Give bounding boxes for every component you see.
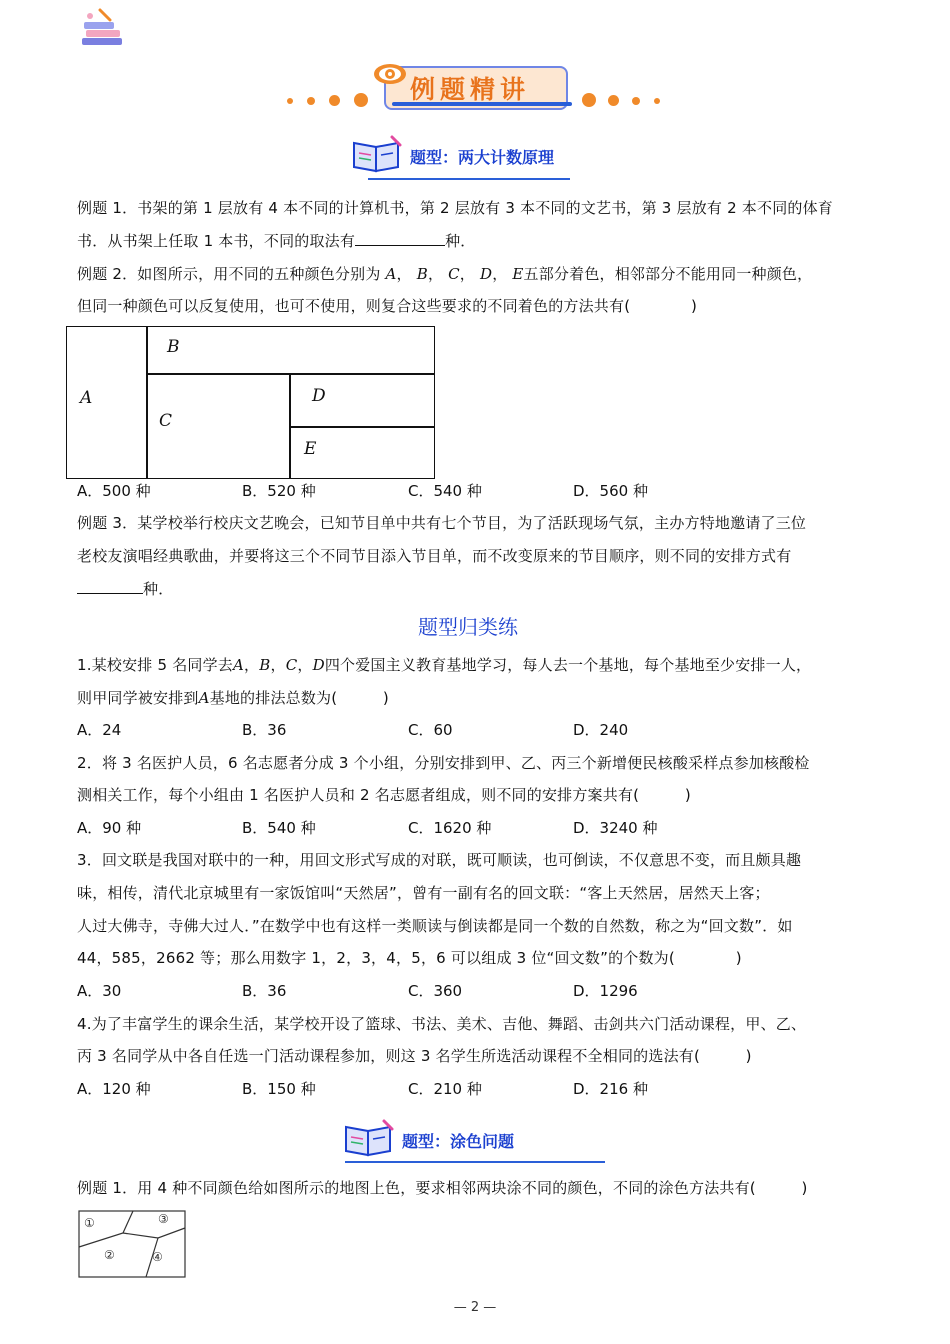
question-3-line-2: 味，相传，清代北京城里有一家饭馆叫“天然居”，曾有一副有名的回文联：“客上天然居，居然天上客； [77,884,770,902]
banner-dot [608,95,619,106]
example-3-line-2: 老校友演唱经典歌曲，并要将这三个不同节目添入节目单，而不改变原来的节目顺序，则不同的安排方式有 [77,547,792,565]
option-c[interactable]: C．210 种 [408,1080,482,1098]
banner-dot [329,95,340,106]
question-2-line-2: 测相关工作，每个小组由 1 名医护人员和 2 名志愿者组成，则不同的安排方案共有( ) [77,786,691,804]
map-label-1: ① [84,1216,95,1230]
example-1-line-1: 例题 1．书架的第 1 层放有 4 本不同的计算机书，第 2 层放有 3 本不同的文艺书，第 3 层放有 2 本不同的体育 [77,199,833,217]
map-label-4: ④ [152,1250,163,1264]
question-3-line-3: 人过大佛寺，寺佛大过人．”在数学中也有这样一类顺读与倒读都是同一个数的自然数，称之为“回文数”．如 [77,917,793,935]
label-c: C [159,411,173,431]
eye-icon [372,60,408,88]
books-logo-icon [78,8,130,50]
option-a[interactable]: A．90 种 [77,819,142,837]
open-book-icon [350,133,404,175]
open-book-icon [342,1117,396,1159]
page-number: — 2 — [453,1300,497,1315]
practice-title: 题型归类练 [418,615,518,639]
option-d[interactable]: D．3240 种 [573,819,658,837]
var-d: D [479,265,493,283]
var-c: C [448,265,460,283]
example-1-text-a: 书．从书架上任取 1 本书，不同的取法有 [77,232,356,250]
option-d[interactable]: D．1296 [573,982,638,1000]
example-3-line-3: 种． [77,579,173,599]
label-a: A [80,388,93,408]
option-d[interactable]: D．240 [573,721,629,739]
banner-dot [654,98,660,104]
region-d [289,373,435,428]
option-b[interactable]: B．36 [242,721,287,739]
region-a [66,326,148,479]
example-1-text-b: 种． [445,232,476,250]
example-2-line-1: 例题 2．如图所示，用不同的五种颜色分别为 A， B， C， D， E五部分着色，相邻部分不能用同一种颜色， [77,265,813,283]
var-a: A [385,265,397,283]
banner-dot [632,97,640,105]
question-4-line-2: 丙 3 名同学从中各自任选一门活动课程参加，则这 3 名学生所选活动课程不全相同的选法有( ) [77,1047,752,1065]
answer-blank[interactable] [355,231,445,246]
question-1-line-1: 1.某校安排 5 名同学去A，B，C，D四个爱国主义教育基地学习，每人去一个基地，每个基地至少安排一人， [77,656,812,674]
question-3-line-4: 44，585，2662 等；那么用数字 1，2，3，4，5，6 可以组成 3 位“回文数”的个数为( ) [77,949,742,967]
option-c[interactable]: C．60 [408,721,453,739]
section-divider [345,1161,605,1163]
answer-blank[interactable] [77,579,143,594]
label-e: E [304,439,317,459]
option-c[interactable]: C．1620 种 [408,819,492,837]
option-b[interactable]: B．540 种 [242,819,316,837]
map-label-2: ② [104,1248,115,1262]
option-b[interactable]: B．150 种 [242,1080,316,1098]
option-a[interactable]: A．120 种 [77,1080,151,1098]
label-d: D [312,386,326,406]
example-coloring-line-1: 例题 1．用 4 种不同颜色给如图所示的地图上色，要求相邻两块涂不同的颜色，不同的涂色方法共有( ) [77,1179,808,1197]
section-title-coloring: 题型：涂色问题 [402,1132,515,1151]
var-e: E [512,265,524,283]
banner-dot [354,93,368,107]
question-4-line-1: 4.为了丰富学生的课余生活，某学校开设了篮球、书法、美术、吉他、舞蹈、击剑共六门活动课程，甲、乙、 [77,1015,807,1033]
option-c[interactable]: C．360 [408,982,463,1000]
label-b: B [167,337,180,357]
option-c[interactable]: C．540 种 [408,482,482,500]
option-b[interactable]: B．520 种 [242,482,316,500]
banner-dot [582,93,596,107]
var-b: B [416,265,428,283]
region-b [146,326,435,375]
banner-title: 例题精讲 [410,75,531,104]
question-2-line-1: 2．将 3 名医护人员，6 名志愿者分成 3 个小组，分别安排到甲、乙、丙三个新增便民核酸采样点参加核酸检 [77,754,810,772]
option-d[interactable]: D．216 种 [573,1080,648,1098]
example-1-line-2 [77,231,476,251]
option-a[interactable]: A．500 种 [77,482,151,500]
option-b[interactable]: B．36 [242,982,287,1000]
example-3-line-1: 例题 3．某学校举行校庆文艺晚会，已知节目单中共有七个节目，为了活跃现场气氛，主办方特地邀请了三位 [77,514,807,532]
option-a[interactable]: A．24 [77,721,122,739]
banner-dot [287,98,293,104]
option-d[interactable]: D．560 种 [573,482,648,500]
section-divider [368,178,570,180]
option-a[interactable]: A．30 [77,982,122,1000]
question-1-line-2: 则甲同学被安排到A基地的排法总数为( ) [77,689,389,707]
map-label-3: ③ [158,1212,169,1226]
banner-dot [307,97,315,105]
example-2-line-2: 但同一种颜色可以反复使用，也可不使用，则复合这些要求的不同着色的方法共有( ) [77,297,698,315]
question-3-line-1: 3．回文联是我国对联中的一种，用回文形式写成的对联，既可顺读，也可倒读，不仅意思不变，而且颇具趣 [77,851,802,869]
section-title-counting: 题型：两大计数原理 [410,148,555,167]
